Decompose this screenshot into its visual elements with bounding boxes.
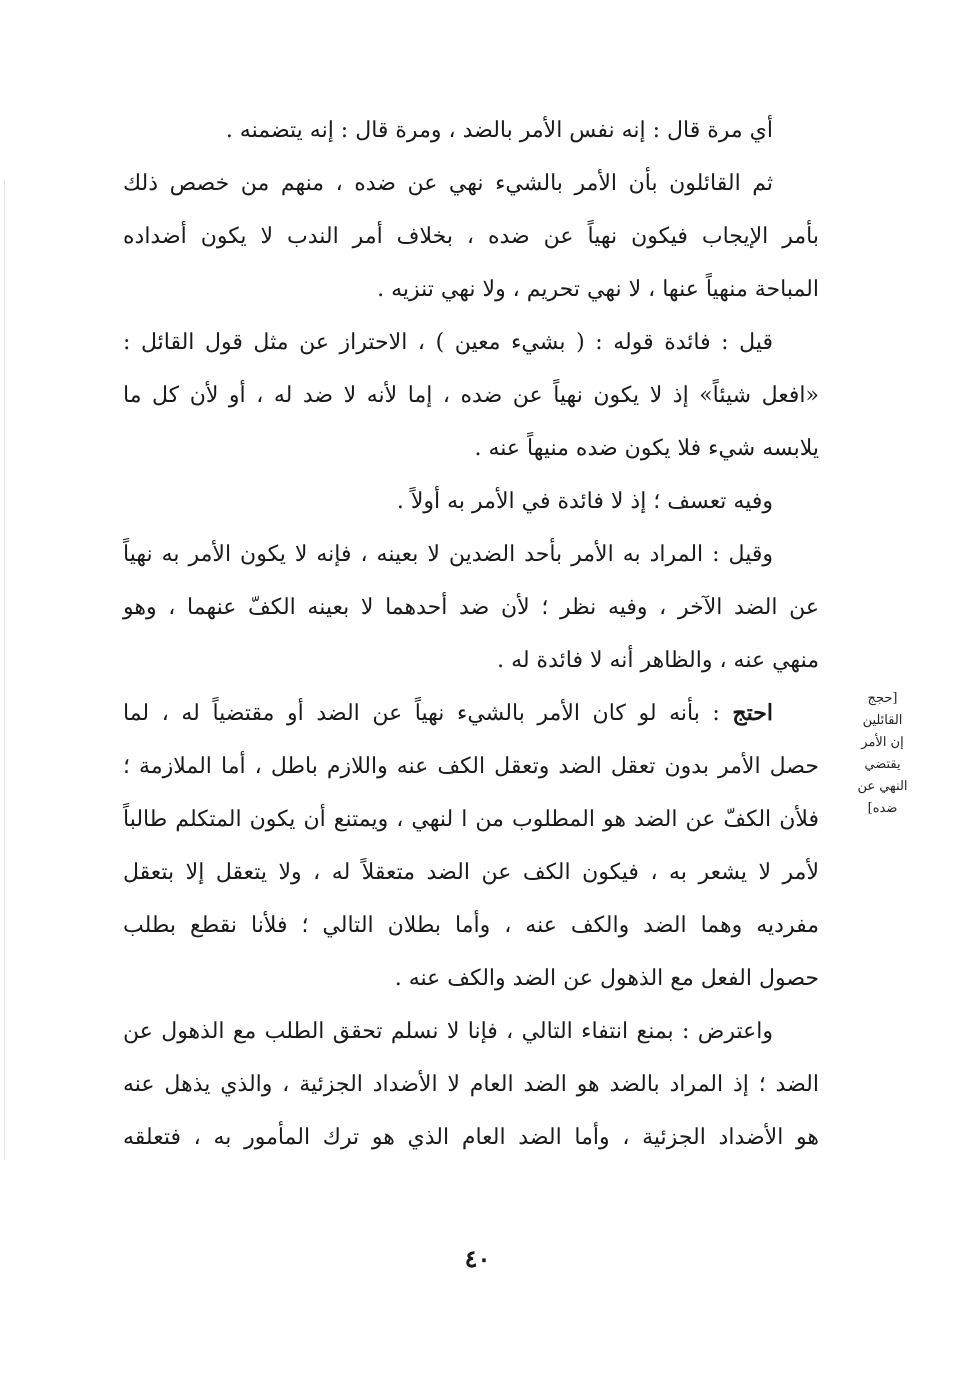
paragraph-6-line-4: لأمر لا يشعر به ، فيكون الكف عن الضد متعقلاً له ، ولا يتعقل إلا بتعقل bbox=[123, 860, 819, 885]
paragraph-5-line-2: عن الضد الآخر ، وفيه نظر ؛ لأن ضد أحدهما لا بعينه الكفّ عنهما ، وهو bbox=[123, 595, 819, 620]
paragraph-7-line-1: واعترض : بمنع انتفاء التالي ، فإنا لا نسلم تحقق الطلب مع الذهول عن bbox=[123, 1019, 773, 1044]
paragraph-3-line-3: يلابسه شيء فلا يكون ضده منيهاً عنه . bbox=[474, 436, 819, 461]
margin-note-line: ضده] bbox=[867, 801, 898, 816]
paragraph-2-line-1: ثم القائلون بأن الأمر بالشيء نهي عن ضده ، منهم من خصص ذلك bbox=[123, 171, 773, 196]
paragraph-3-line-2: «افعل شيئاً» إذ لا يكون نهياً عن ضده ، إما لأنه لا ضد له ، أو لأن كل ما bbox=[123, 383, 819, 408]
argument-heading: احتج bbox=[732, 700, 773, 726]
paragraph-6-line-3: فلأن الكفّ عن الضد هو المطلوب من ا لنهي ، ويمتنع أن يكون المتكلم طالباً bbox=[123, 807, 819, 832]
paragraph-6-line-1 bbox=[123, 687, 819, 740]
margin-note-line: [حجج bbox=[867, 691, 898, 706]
scan-edge-line bbox=[4, 180, 5, 1160]
margin-note-line: القائلين bbox=[862, 713, 903, 728]
main-text bbox=[123, 104, 819, 1164]
paragraph-5-line-3: منهي عنه ، والظاهر أنه لا فائدة له . bbox=[497, 648, 819, 673]
page-number: ٤٠ bbox=[464, 1244, 491, 1273]
paragraph-2-line-3: المباحة منهياً عنها ، لا نهي تحريم ، ولا نهي تنزيه . bbox=[377, 277, 819, 302]
paragraph-5-line-1: وقيل : المراد به الأمر بأحد الضدين لا بعينه ، فإنه لا يكون الأمر به نهياً bbox=[123, 542, 773, 567]
paragraph-4-line-1: وفيه تعسف ؛ إذ لا فائدة في الأمر به أولاً . bbox=[396, 489, 773, 514]
paragraph-7-line-3: هو الأضداد الجزئية ، وأما الضد العام الذي هو ترك المأمور به ، فتعلقه bbox=[123, 1125, 819, 1150]
paragraph-3-line-1: قيل : فائدة قوله : ( بشيء معين ) ، الاحتراز عن مثل قول القائل : bbox=[123, 330, 773, 355]
paragraph-6-line-2: حصل الأمر بدون تعقل الضد وتعقل الكف عنه واللازم باطل ، أما الملازمة ؛ bbox=[123, 754, 819, 779]
margin-note-line: النهي عن bbox=[857, 779, 908, 794]
paragraph-7-line-2: الضد ؛ إذ المراد بالضد هو الضد العام لا الأضداد الجزئية ، والذي يذهل عنه bbox=[123, 1072, 819, 1097]
paragraph-6-line-6: حصول الفعل مع الذهول عن الضد والكف عنه . bbox=[394, 966, 819, 991]
paragraph-1-line-1: أي مرة قال : إنه نفس الأمر بالضد ، ومرة قال : إنه يتضمنه . bbox=[225, 118, 773, 143]
margin-note-line: إن الأمر bbox=[861, 735, 904, 750]
margin-note bbox=[820, 688, 945, 820]
paragraph-2-line-2: بأمر الإيجاب فيكون نهياً عن ضده ، بخلاف أمر الندب لا يكون أضداده bbox=[123, 224, 819, 249]
paragraph-6-line-1-text: : بأنه لو كان الأمر بالشيء نهياً عن الضد أو مقتضياً له ، لما bbox=[123, 701, 720, 726]
margin-note-line: يقتضي bbox=[864, 757, 901, 772]
paragraph-6-line-5: مفرديه وهما الضد والكف عنه ، وأما بطلان التالي ؛ فلأنا نقطع بطلب bbox=[123, 913, 819, 938]
